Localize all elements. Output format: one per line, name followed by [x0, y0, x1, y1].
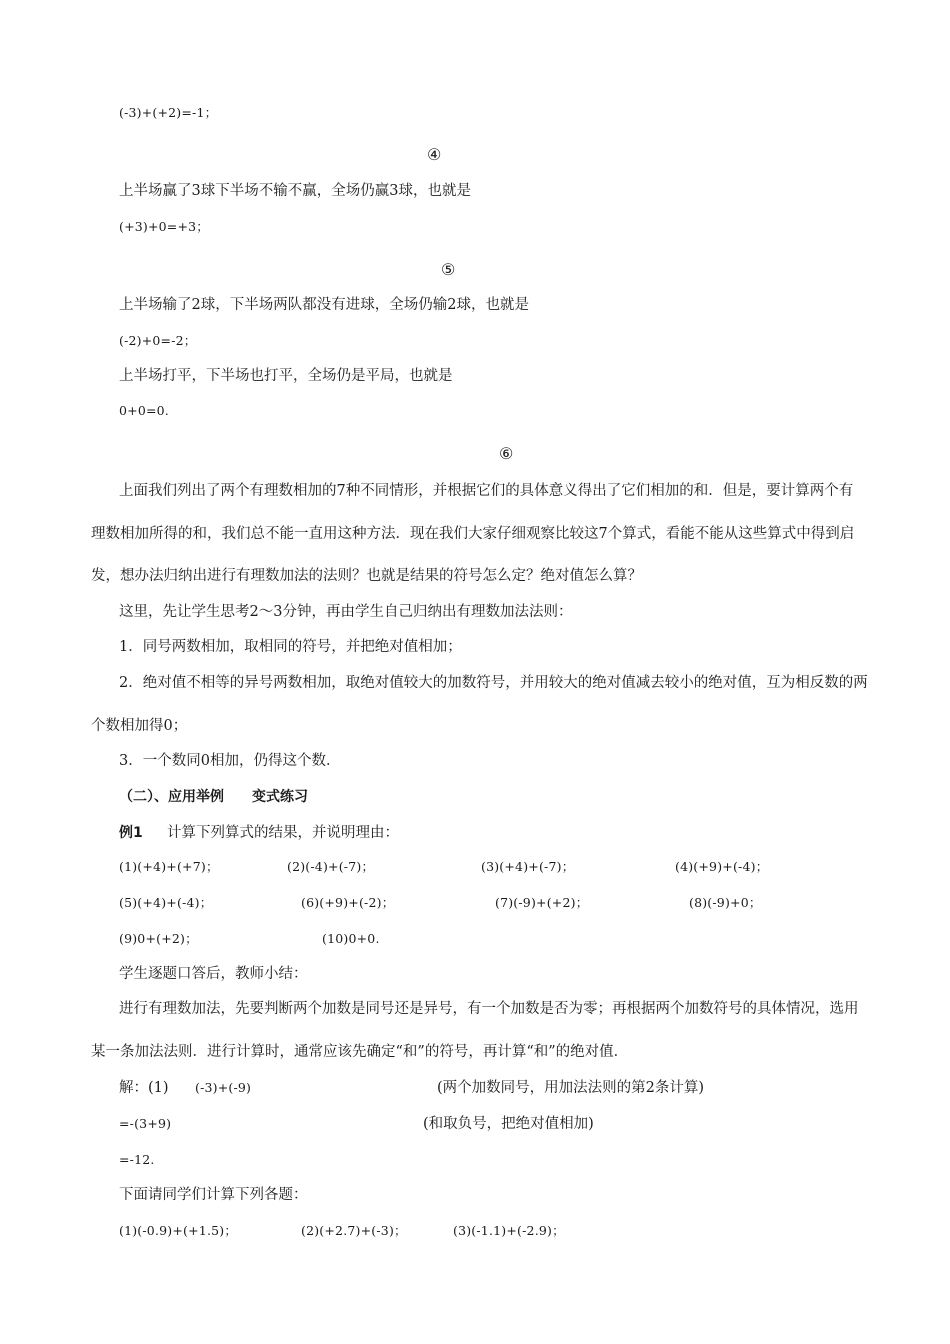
practice-item: (1)(-0.9)+(+1.5)； — [119, 1223, 238, 1238]
exercise-item: (1)(+4)+(+7)； — [119, 859, 219, 874]
example-label: 例1 — [119, 825, 143, 841]
paragraph-line: 下面请同学们计算下列各题： — [119, 1187, 308, 1203]
example-text: 计算下列算式的结果，并说明理由： — [167, 825, 399, 841]
rule-3: 3．一个数同0相加，仍得这个数． — [119, 753, 341, 769]
text-line: 上半场输了2球，下半场两队都没有进球，全场仍输2球，也就是 — [119, 297, 529, 313]
exercise-item: (3)(+4)+(-7)； — [481, 859, 575, 874]
solution-label: 解：(1) — [119, 1080, 169, 1096]
paragraph-line: 发，想办法归纳出进行有理数加法的法则？也就是结果的符号怎么定？绝对值怎么算？ — [91, 568, 642, 584]
exercise-item: (4)(+9)+(-4)； — [675, 859, 769, 874]
exercise-item: (2)(-4)+(-7)； — [287, 859, 375, 874]
paragraph-line: 这里，先让学生思考2～3分钟，再由学生自己归纳出有理数加法法则： — [119, 604, 573, 620]
practice-item: (3)(-1.1)+(-2.9)； — [453, 1223, 565, 1238]
equation-line: (-2)+0=-2； — [119, 333, 197, 348]
equation-line: (+3)+0=+3； — [119, 219, 210, 234]
circled-number-4: ④ — [427, 145, 442, 164]
circled-number-5: ⑤ — [441, 260, 456, 279]
text-line: 上半场打平，下半场也打平，全场仍是平局，也就是 — [119, 368, 453, 384]
paragraph-line: 理数相加所得的和，我们总不能一直用这种方法．现在我们大家仔细观察比较这7个算式，看能不能从这些算式中得到启 — [91, 526, 855, 542]
paragraph-line: 上面我们列出了两个有理数相加的7种不同情形，并根据它们的具体意义得出了它们相加的和．但是，要计算两个有 — [119, 483, 854, 499]
exercise-item: (9)0+(+2)； — [119, 931, 198, 946]
paragraph-line: 进行有理数加法，先要判断两个加数是同号还是异号，有一个加数是否为零；再根据两个加数符号的具体情况，选用 — [119, 1001, 859, 1017]
exercise-item: (7)(-9)+(+2)； — [495, 895, 589, 910]
exercise-item: (5)(+4)+(-4)； — [119, 895, 213, 910]
solution-step: =-(3+9) — [119, 1116, 172, 1131]
rule-2: 2．绝对值不相等的异号两数相加，取绝对值较大的加数符号，并用较大的绝对值减去较小的绝对值，互为相反数的两 — [119, 675, 868, 691]
equation-line: (-3)+(+2)=-1； — [119, 105, 218, 120]
text-line: 上半场赢了3球下半场不输不赢，全场仍赢3球，也就是 — [119, 183, 471, 199]
solution-result: =-12. — [119, 1152, 155, 1167]
exercise-item: (6)(+9)+(-2)； — [301, 895, 395, 910]
rule-2-cont: 个数相加得0； — [91, 718, 188, 734]
solution-expression: (-3)+(-9) — [195, 1080, 252, 1095]
circled-number-6: ⑥ — [499, 444, 514, 463]
paragraph-line: 学生逐题口答后，教师小结： — [119, 966, 308, 982]
solution-note: (两个加数同号，用加法法则的第2条计算) — [437, 1080, 705, 1096]
paragraph-line: 某一条加法法则．进行计算时，通常应该先确定“和”的符号，再计算“和”的绝对值． — [91, 1044, 629, 1060]
exercise-item: (8)(-9)+0； — [689, 895, 762, 910]
rule-1: 1．同号两数相加，取相同的符号，并把绝对值相加； — [119, 639, 462, 655]
exercise-item: (10)0+0. — [322, 931, 380, 946]
section-heading: （二）、应用举例 变式练习 — [119, 789, 308, 805]
equation-line: 0+0=0. — [119, 403, 169, 418]
practice-item: (2)(+2.7)+(-3)； — [301, 1223, 407, 1238]
solution-note: (和取负号，把绝对值相加) — [423, 1116, 594, 1132]
